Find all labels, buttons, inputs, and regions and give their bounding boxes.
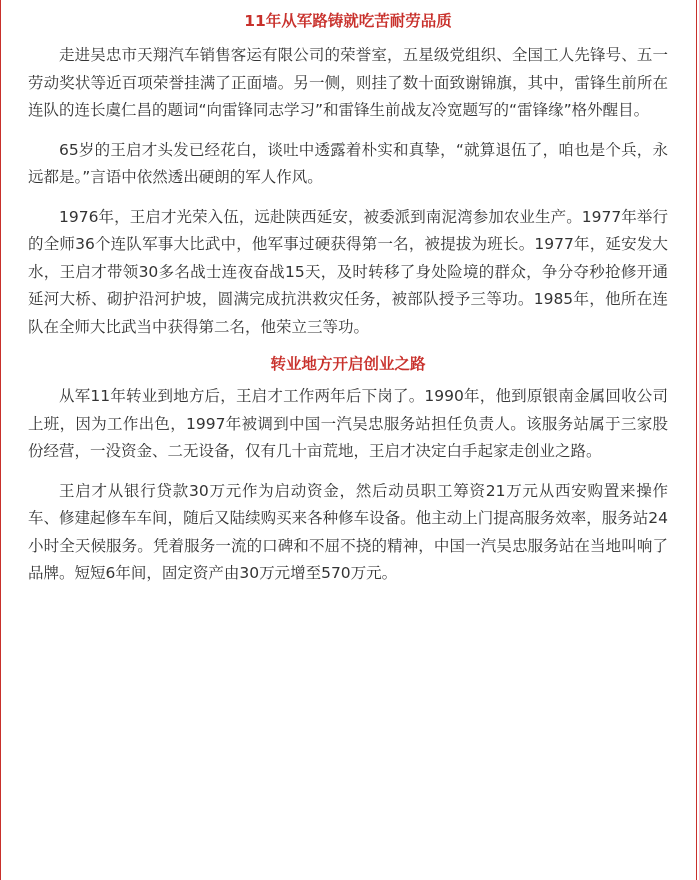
paragraph-career-transition: 从军11年转业到地方后，王启才工作两年后下岗了。1990年，他到原银南金属回收公司上班，因为工作出色，1997年被调到中国一汽吴忠服务站担任负责人。该服务站属于三家股份经营，一没资金、二无设备，仅有几十亩荒地，王启才决定白手起家走创业之路。: [28, 387, 668, 460]
paragraph-business-growth: 王启才从银行贷款30万元作为启动资金，然后动员职工筹资21万元从西安购置来操作车、修建起修车车间，随后又陆续购买来各种修车设备。他主动上门提高服务效率，服务站24小时全天候服务。凭着服务一流的口碑和不屈不挠的精神，中国一汽吴忠服务站在当地叫响了品牌。短短6年间，固定资产由30万元增至570万元。: [28, 481, 668, 582]
section-heading-business: 转业地方开启创业之路: [270, 355, 426, 373]
article-body: [28, 0, 668, 600]
paragraph-service-record: 1976年，王启才光荣入伍，远赴陕西延安，被委派到南泥湾参加农业生产。1977年举行的全师36个连队军事大比武中，他军事过硬获得第一名，被提拔为班长。1977年，延安发大水，王启才带领30多名战士连夜奋战15天，及时转移了身处险境的群众，争分夺秒抢修开通延河大桥、砌护沿河护坡，圆满完成抗洪救灾任务，被部队授予三等功。1985年，他所在连队在全师大比武当中获得第二名，他荣立三等功。: [28, 207, 668, 336]
paragraph-veteran-quote: 65岁的王启才头发已经花白，谈吐中透露着朴实和真挚，“就算退伍了，咱也是个兵，永远都是。”言语中依然透出硬朗的军人作风。: [28, 140, 668, 186]
section-heading-military: 11年从军路铸就吃苦耐劳品质: [244, 12, 452, 30]
paragraph-honor-room: 走进吴忠市天翔汽车销售客运有限公司的荣誉室，五星级党组织、全国工人先锋号、五一劳动奖状等近百项荣誉挂满了正面墙。另一侧，则挂了数十面致谢锦旗，其中，雷锋生前所在连队的连长虞仁昌的题词“向雷锋同志学习”和雷锋生前战友冷宽题写的“雷锋缘”格外醒目。: [28, 46, 668, 119]
